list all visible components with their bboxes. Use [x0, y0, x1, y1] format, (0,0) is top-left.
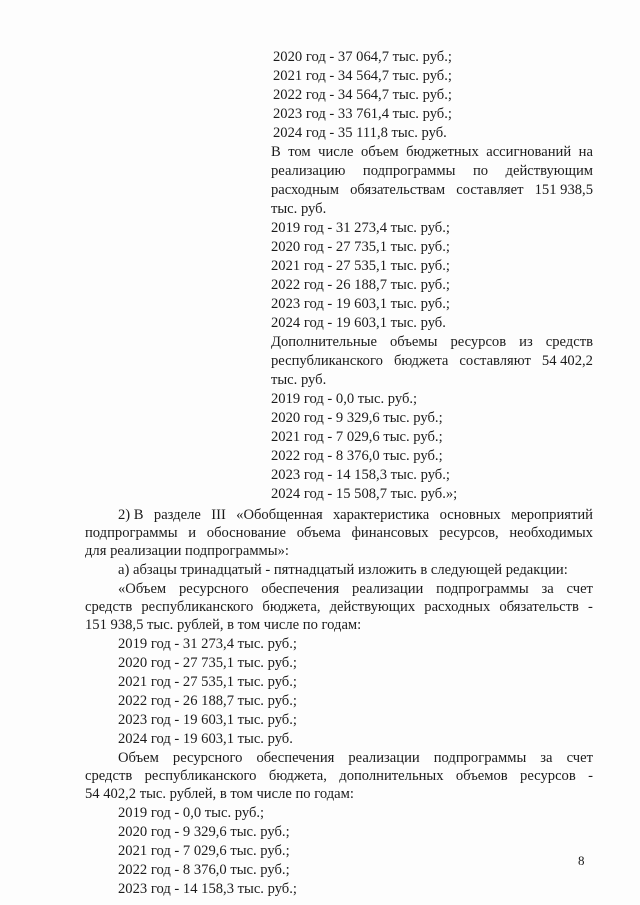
year-line: 2023 год - 19 603,1 тыс. руб.; [118, 712, 297, 728]
year-line: 2021 год - 7 029,6 тыс. руб.; [118, 843, 290, 859]
text-line: средств республиканского бюджета, дополнительных объемов ресурсов - [85, 768, 593, 784]
text-line: Объем ресурсного обеспечения реализации подпрограммы за счет [118, 750, 593, 766]
text-line: средств республиканского бюджета, действующих расходных обязательств - [85, 599, 593, 615]
year-line: 2022 год - 8 376,0 тыс. руб.; [271, 448, 443, 464]
year-line: 2024 год - 19 603,1 тыс. руб. [271, 315, 446, 331]
year-line: 2020 год - 9 329,6 тыс. руб.; [271, 410, 443, 426]
year-line: 2022 год - 34 564,7 тыс. руб.; [273, 87, 452, 103]
year-line: 2023 год - 14 158,3 тыс. руб.; [271, 467, 450, 483]
year-line: 2021 год - 27 535,1 тыс. руб.; [118, 674, 297, 690]
year-line: 2020 год - 27 735,1 тыс. руб.; [271, 239, 450, 255]
year-line: 2021 год - 7 029,6 тыс. руб.; [271, 429, 443, 445]
text-line: реализацию подпрограммы по действующим [271, 163, 593, 179]
text-line: Дополнительные объемы ресурсов из средств [271, 334, 593, 350]
year-line: 2023 год - 19 603,1 тыс. руб.; [271, 296, 450, 312]
text-line: 2) В разделе III «Обобщенная характеристика основных мероприятий [118, 507, 593, 523]
text-line: республиканского бюджета составляют 54 402,2 [271, 353, 593, 369]
text-line: 54 402,2 тыс. рублей, в том числе по годам: [85, 786, 354, 802]
text-line: подпрограммы и обоснование объема финансовых ресурсов, необходимых [85, 525, 593, 541]
year-line: 2022 год - 26 188,7 тыс. руб.; [271, 277, 450, 293]
year-line: 2019 год - 31 273,4 тыс. руб.; [271, 220, 450, 236]
year-line: 2019 год - 0,0 тыс. руб.; [271, 391, 418, 407]
page-number: 8 [578, 853, 585, 868]
year-line: 2023 год - 33 761,4 тыс. руб.; [273, 106, 452, 122]
text-line: а) абзацы тринадцатый - пятнадцатый изложить в следующей редакции: [118, 562, 568, 578]
text-line: тыс. руб. [271, 201, 327, 217]
text-line: тыс. руб. [271, 372, 327, 388]
year-line: 2022 год - 26 188,7 тыс. руб.; [118, 693, 297, 709]
year-line: 2024 год - 35 111,8 тыс. руб. [273, 125, 447, 141]
text-line: В том числе объем бюджетных ассигнований на [271, 144, 593, 160]
year-line: 2024 год - 19 603,1 тыс. руб. [118, 731, 293, 747]
text-line: «Объем ресурсного обеспечения реализации подпрограммы за счет [118, 581, 593, 597]
year-line: 2021 год - 27 535,1 тыс. руб.; [271, 258, 450, 274]
text-line: для реализации подпрограммы»: [85, 543, 289, 559]
year-line: 2019 год - 31 273,4 тыс. руб.; [118, 636, 297, 652]
year-line: 2022 год - 8 376,0 тыс. руб.; [118, 862, 290, 878]
year-line: 2020 год - 37 064,7 тыс. руб.; [273, 49, 452, 65]
year-line: 2019 год - 0,0 тыс. руб.; [118, 805, 265, 821]
text-line: 151 938,5 тыс. рублей, в том числе по годам: [85, 617, 362, 633]
year-line: 2024 год - 15 508,7 тыс. руб.»; [271, 486, 458, 502]
year-line: 2023 год - 14 158,3 тыс. руб.; [118, 881, 297, 897]
text-line: расходным обязательствам составляет 151 938,5 [271, 182, 593, 198]
year-line: 2021 год - 34 564,7 тыс. руб.; [273, 68, 452, 84]
year-line: 2020 год - 9 329,6 тыс. руб.; [118, 824, 290, 840]
year-line: 2020 год - 27 735,1 тыс. руб.; [118, 655, 297, 671]
